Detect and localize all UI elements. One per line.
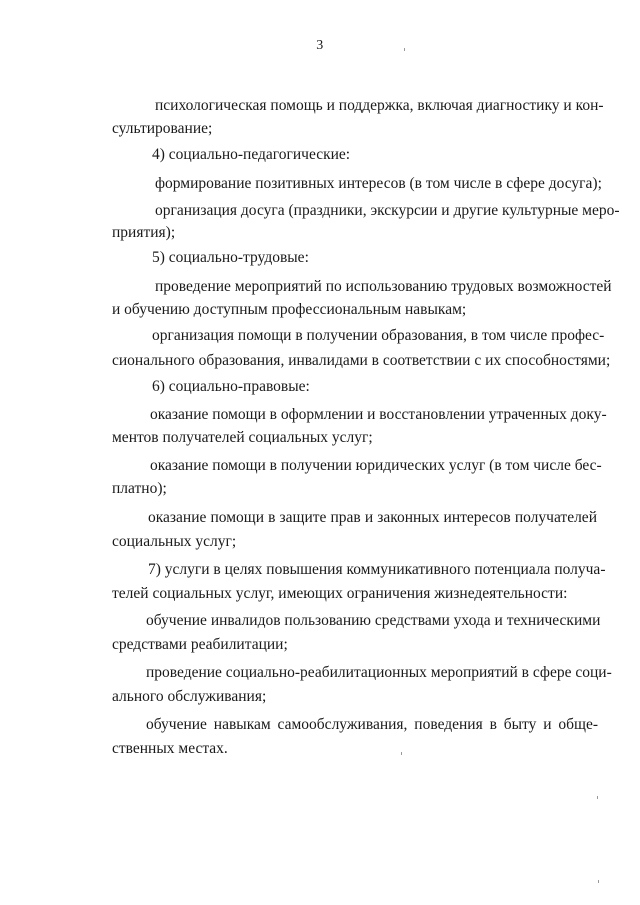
page-number: 3 [316,38,324,53]
text-line: сультирование; [112,120,213,137]
text-line: оказание помощи в получении юридических услуг (в том числе бес- [150,457,602,474]
text-line: оказание помощи в оформлении и восстановлении утраченных доку- [150,406,607,423]
text-line: ального обслуживания; [112,688,267,705]
text-line: проведение социально-реабилитационных мероприятий в сфере соци- [146,664,612,681]
text-line: оказание помощи в защите прав и законных интересов получателей [148,509,597,526]
scan-speck [401,752,402,755]
text-line: сионального образования, инвалидами в соответствии с их способностями; [112,352,611,369]
text-line: организация помощи в получении образования, в том числе профес- [152,327,605,344]
list-heading: 6) социально-правовые: [152,378,310,395]
text-line: средствами реабилитации; [112,636,288,653]
scan-speck [598,880,599,883]
text-line: психологическая помощь и поддержка, включая диагностику и кон- [155,97,604,114]
text-line: социальных услуг; [112,533,237,550]
text-line: телей социальных услуг, имеющих ограничения жизнедеятельности: [112,585,568,602]
text-line: ментов получателей социальных услуг; [112,429,373,446]
text-line: формирование позитивных интересов (в том числе в сфере досуга); [155,175,602,192]
text-line: обучение навыкам самообслуживания, поведения в быту и обще- [146,716,598,733]
list-heading: 5) социально-трудовые: [152,249,309,266]
text-line: приятия); [112,224,176,241]
text-line: проведение мероприятий по использованию трудовых возможностей [155,278,612,295]
scan-speck [404,48,405,51]
text-line: организация досуга (праздники, экскурсии и другие культурные меро- [155,202,620,219]
list-heading: 4) социально-педагогические: [152,146,351,163]
text-line: ственных местах. [112,740,228,757]
scan-speck [597,796,598,799]
text-line: и обучению доступным профессиональным навыкам; [112,301,467,318]
text-line: платно); [112,480,167,497]
text-line: обучение инвалидов пользованию средствами ухода и техническими [146,612,601,629]
text-line: 7) услуги в целях повышения коммуникативного потенциала получа- [148,561,606,578]
